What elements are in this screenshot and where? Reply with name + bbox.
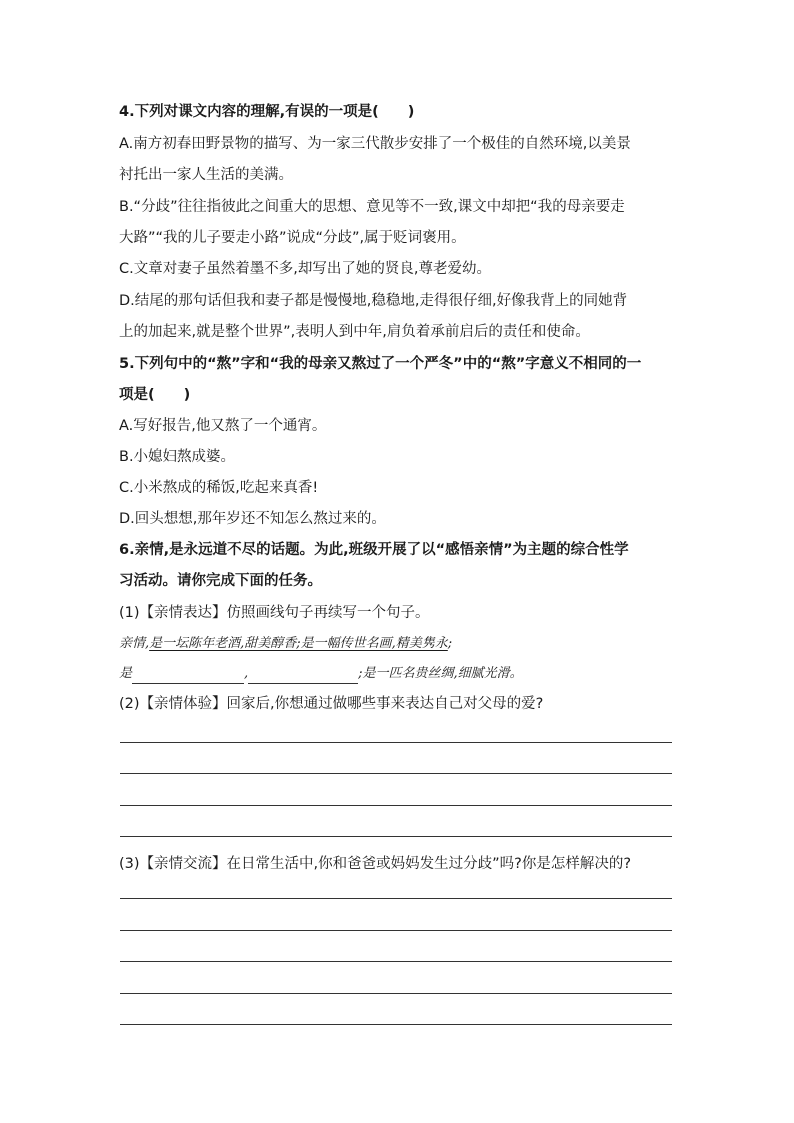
q5-option-c: C.小米熬成的稀饭,吃起来真香! [119, 480, 319, 496]
q6-task3: (3)【亲情交流】在日常生活中,你和爸爸或妈妈发生过分歧”吗?你是怎样解决的? [119, 856, 632, 872]
q5-option-b: B.小媳妇熬成婆。 [119, 449, 236, 465]
fill-blank-1[interactable] [132, 667, 244, 684]
q6-stem-line1: 6.亲情,是永远道不尽的话题。为此,班级开展了以“感悟亲情”为主题的综合性学 [119, 542, 629, 558]
answer-line[interactable] [120, 836, 672, 837]
fill-blank-2[interactable] [248, 667, 358, 684]
q4-option-d-line1: D.结尾的那句话但我和妻子都是慢慢地,稳稳地,走得很仔细,好像我背上的同她背 [119, 293, 628, 309]
answer-line[interactable] [120, 742, 672, 743]
q4-option-b-line2: 大路”“我的儿子要走小路”说成“分歧”,属于贬词褒用。 [119, 230, 466, 246]
q6-task1: (1)【亲情表达】仿照画线句子再续写一个句子。 [119, 605, 430, 621]
answer-line[interactable] [120, 898, 672, 899]
answer-line[interactable] [120, 805, 672, 806]
example-underlined: 是一坛陈年老酒,甜美醇香;是一幅传世名画,精美隽永 [149, 636, 448, 651]
q5-stem-line1: 5.下列句中的“熬”字和“我的母亲又熬过了一个严冬”中的“熬”字意义不相同的一 [119, 356, 642, 372]
answer-line[interactable] [120, 930, 672, 931]
answer-line[interactable] [120, 993, 672, 994]
q6-fill-sentence [119, 664, 523, 684]
q6-task2: (2)【亲情体验】回家后,你想通过做哪些事来表达自己对父母的爱? [119, 696, 544, 712]
answer-line[interactable] [120, 773, 672, 774]
q4-option-a-line2: 衬托出一家人生活的美满。 [119, 167, 293, 183]
q5-option-d: D.回头想想,那年岁还不知怎么熬过来的。 [119, 511, 386, 527]
fill-suffix: ;是一匹名贵丝绸,细腻光滑。 [358, 666, 523, 681]
q6-stem-line2: 习活动。请你完成下面的任务。 [119, 573, 322, 589]
q4-option-d-line2: 上的加起来,就是整个世界”,表明人到中年,肩负着承前启后的责任和使命。 [119, 324, 590, 340]
example-suffix: ; [447, 636, 453, 651]
q4-option-c: C.文章对妻子虽然着墨不多,却写出了她的贤良,尊老爱幼。 [119, 261, 491, 277]
fill-comma: , [244, 666, 249, 681]
q6-example-sentence [119, 634, 452, 654]
answer-line[interactable] [120, 1024, 672, 1025]
q5-stem-line2: 项是( ) [119, 387, 191, 403]
q4-option-a-line1: A.南方初春田野景物的描写、为一家三代散步安排了一个极佳的自然环境,以美景 [119, 136, 631, 152]
q5-option-a: A.写好报告,他又熬了一个通宵。 [119, 418, 327, 434]
fill-prefix: 是 [119, 666, 133, 681]
example-prefix: 亲情, [119, 636, 150, 651]
q4-stem: 4.下列对课文内容的理解,有误的一项是( ) [119, 104, 415, 120]
q4-option-b-line1: B.“分歧”往往指彼此之间重大的思想、意见等不一致,课文中却把“我的母亲要走 [119, 199, 625, 215]
answer-line[interactable] [120, 961, 672, 962]
